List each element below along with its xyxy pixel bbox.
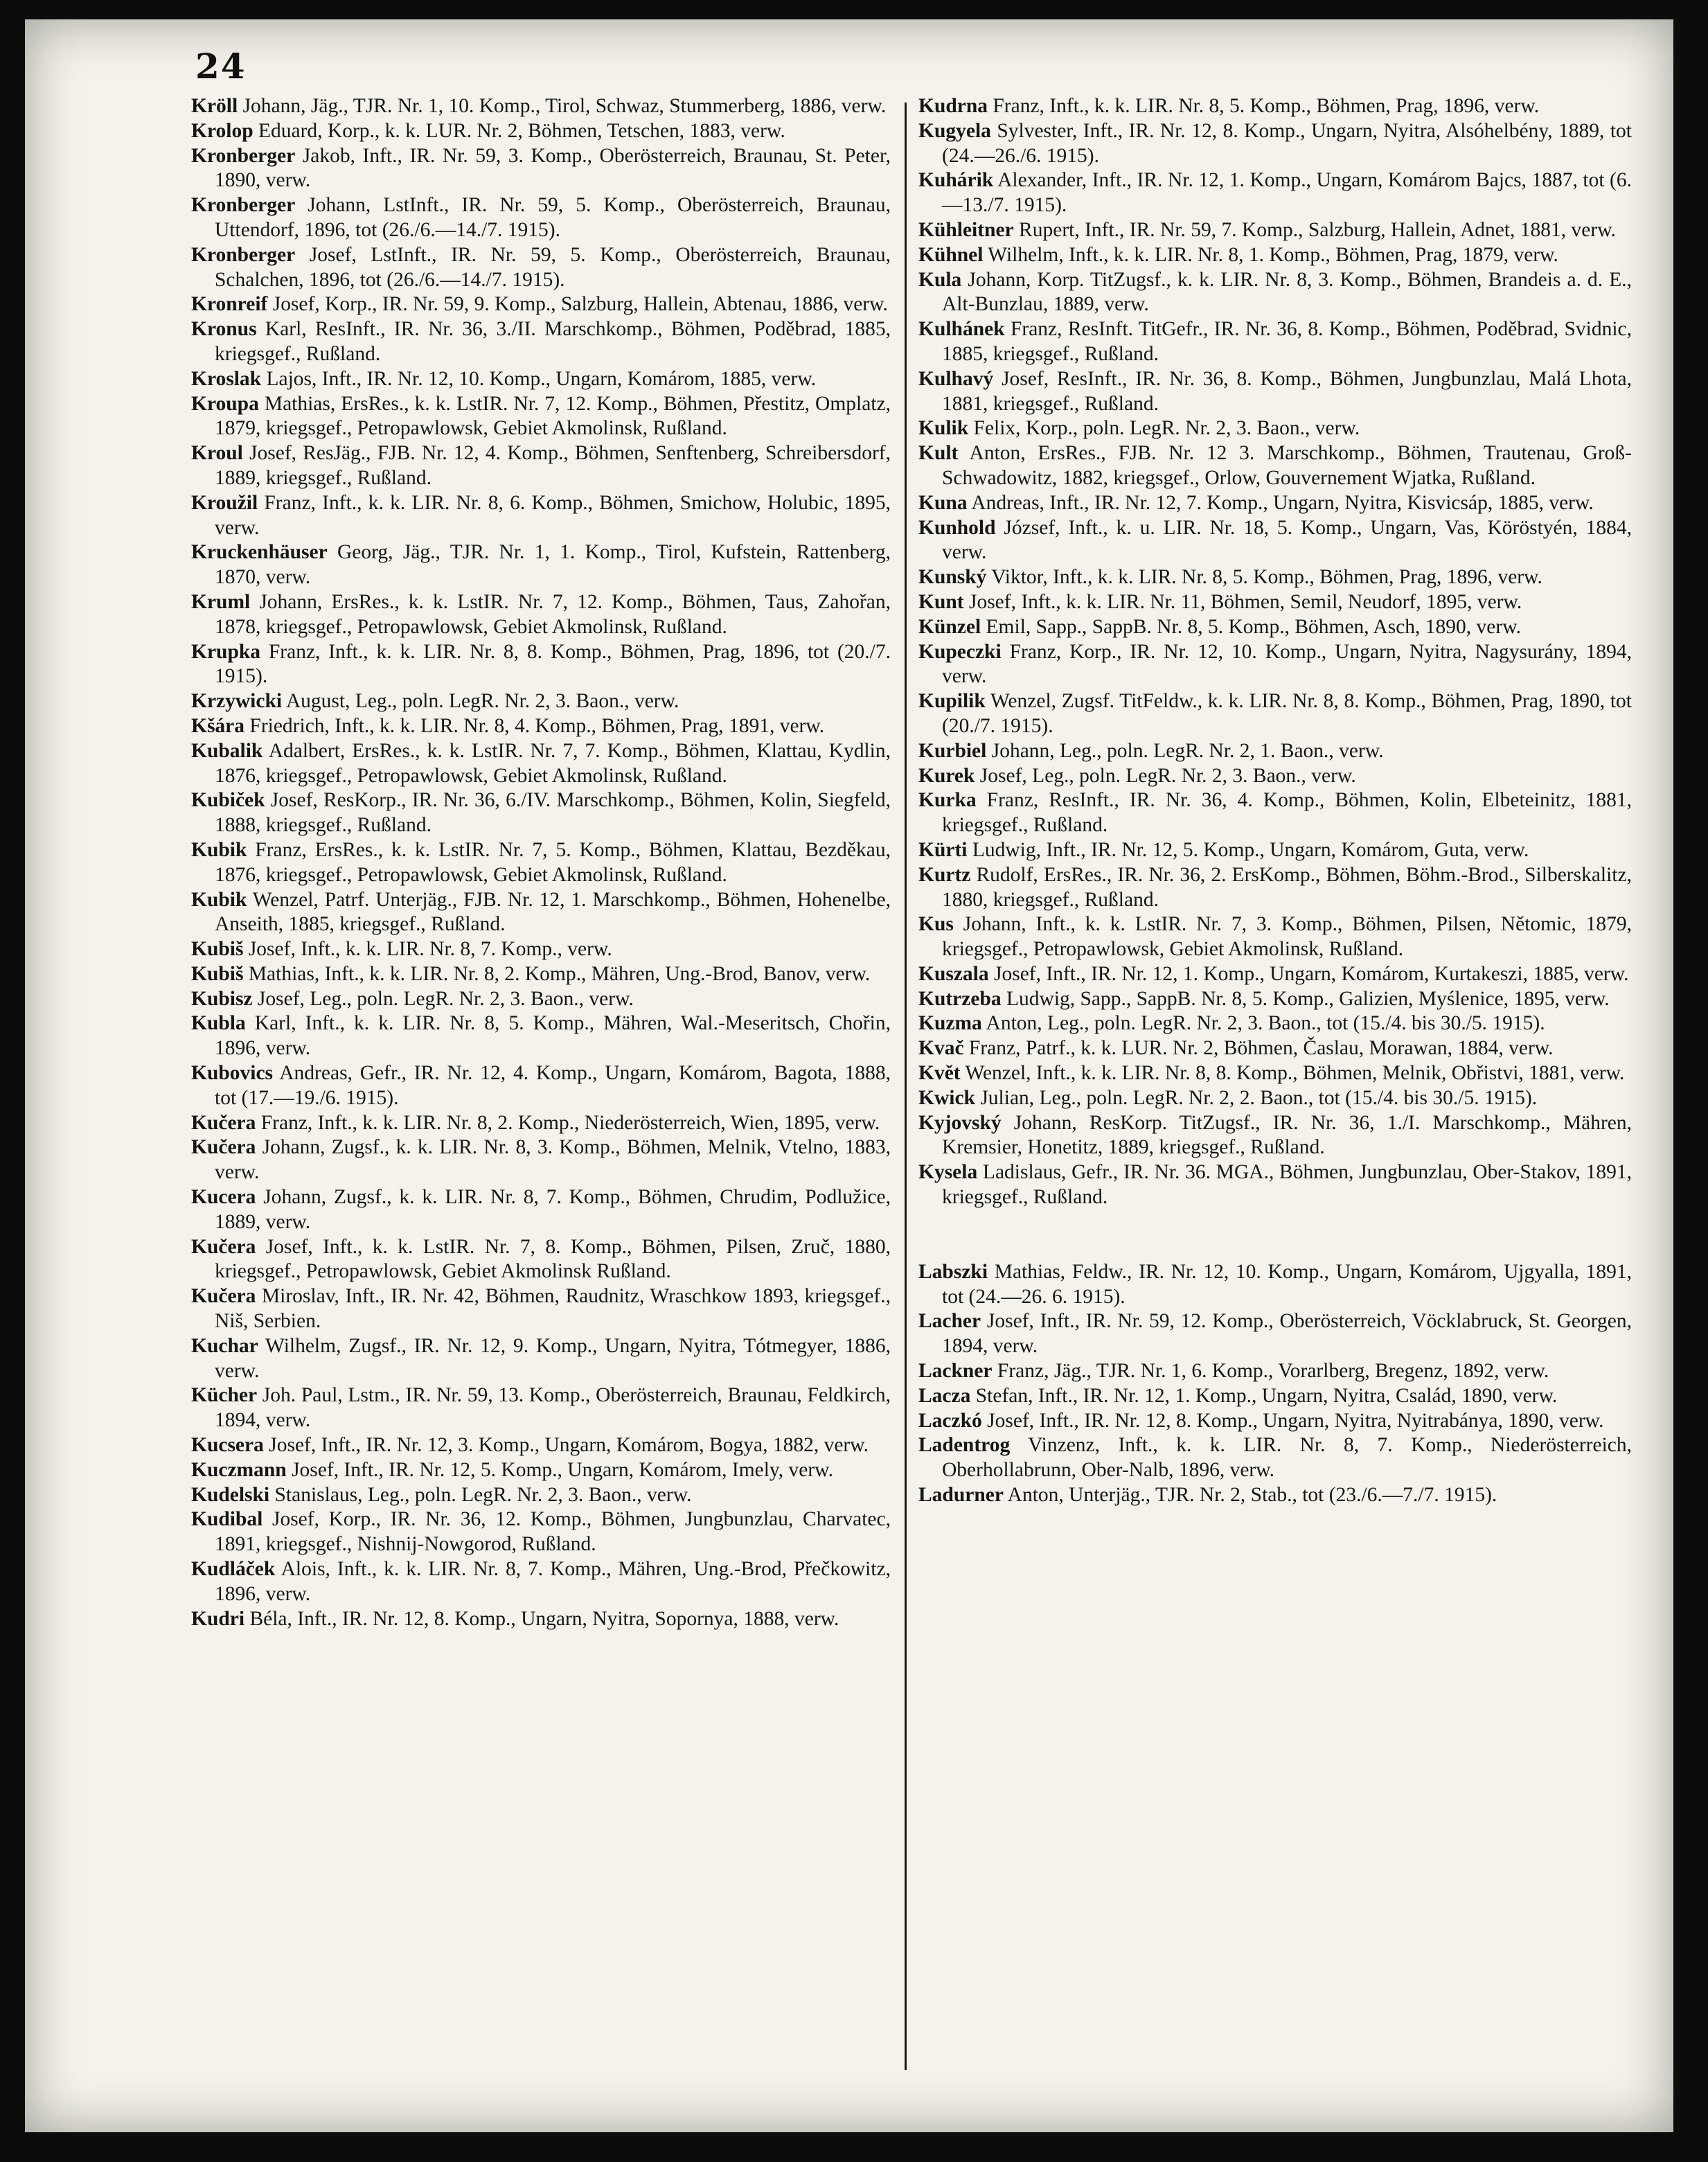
section-gap — [918, 1210, 1632, 1260]
entry-details: Johann, Leg., poln. LegR. Nr. 2, 1. Baon., verw. — [986, 739, 1384, 762]
entry — [191, 392, 891, 442]
entry-details: Mathias, ErsRes., k. k. LstIR. Nr. 7, 12. Komp., Böhmen, Přestitz, Omplatz, 1879, kriegsgef., Petropawlowsk, Gebiet Akmolinsk, Rußland. — [215, 392, 891, 440]
entry-surname: Kronberger — [191, 144, 296, 167]
entry-details: Josef, ResKorp., IR. Nr. 36, 6./IV. Marschkomp., Böhmen, Kolin, Siegfeld, 1888, kriegsgef., Rußland. — [215, 789, 891, 837]
entry-surname: Kučera — [191, 1235, 256, 1258]
entry-details: Johann, Inft., k. k. LstIR. Nr. 7, 3. Komp., Böhmen, Pilsen, Nětomic, 1879, kriegsgef., Petropawlowsk, Gebiet Akmolinsk, Rußland. — [942, 913, 1632, 961]
entry-details: Julian, Leg., poln. LegR. Nr. 2, 2. Baon., tot (15./4. bis 30./5. 1915). — [975, 1086, 1538, 1109]
entry-surname: Kudri — [191, 1607, 245, 1630]
entry — [191, 590, 891, 640]
entry — [918, 590, 1632, 615]
entry — [191, 193, 891, 243]
entry — [191, 119, 891, 144]
entry-surname: Kulhavý — [918, 367, 994, 390]
entry-details: Franz, Inft., k. k. LIR. Nr. 8, 6. Komp., Böhmen, Smichow, Holubic, 1895, verw. — [215, 491, 891, 539]
entry-surname: Kuszala — [918, 962, 989, 985]
entry — [191, 94, 891, 119]
entry-surname: Kwick — [918, 1086, 975, 1109]
entry — [918, 838, 1632, 863]
entry — [918, 987, 1632, 1012]
entry-details: Andreas, Inft., IR. Nr. 12, 7. Komp., Ungarn, Nyitra, Kisvicsáp, 1885, verw. — [967, 491, 1594, 514]
right-column — [918, 94, 1632, 1508]
entry — [918, 1309, 1632, 1359]
entry-surname: Kula — [918, 268, 962, 291]
entry-surname: Ladentrog — [918, 1434, 1011, 1457]
entry-surname: Kvač — [918, 1037, 964, 1060]
entry-surname: Kruckenhäuser — [191, 541, 328, 564]
entry-details: Josef, Inft., IR. Nr. 12, 3. Komp., Ungarn, Komárom, Bogya, 1882, verw. — [263, 1434, 869, 1457]
entry — [191, 292, 891, 317]
entry-details: Friedrich, Inft., k. k. LIR. Nr. 8, 4. Komp., Böhmen, Prag, 1891, verw. — [244, 714, 825, 737]
entry — [918, 1061, 1632, 1086]
entry-details: Eduard, Korp., k. k. LUR. Nr. 2, Böhmen, Tetschen, 1883, verw. — [253, 119, 785, 142]
entry-details: Johann, LstInft., IR. Nr. 59, 5. Komp., Oberösterreich, Braunau, Uttendorf, 1896, tot (26./6.—14./7. 1915). — [215, 194, 891, 241]
entry-details: Lajos, Inft., IR. Nr. 12, 10. Komp., Ungarn, Komárom, 1885, verw. — [261, 367, 817, 390]
entry-details: Rupert, Inft., IR. Nr. 59, 7. Komp., Salzburg, Hallein, Adnet, 1881, verw. — [1013, 218, 1616, 241]
entry-details: Franz, ResInft. TitGefr., IR. Nr. 36, 8. Komp., Böhmen, Poděbrad, Svidnic, 1885, kriegsgef., Rußland. — [942, 318, 1632, 365]
entry-details: Georg, Jäg., TJR. Nr. 1, 1. Komp., Tirol, Kufstein, Rattenberg, 1870, verw. — [215, 541, 891, 589]
entry — [918, 1433, 1632, 1483]
entry-surname: Kurka — [918, 789, 977, 812]
entry-surname: Kudrna — [918, 95, 988, 117]
entry-surname: Kupilik — [918, 690, 986, 713]
entry-details: Josef, ResInft., IR. Nr. 36, 8. Komp., Böhmen, Jungbunzlau, Malá Lhota, 1881, kriegsgef., Rußland. — [942, 367, 1632, 415]
entry-details: Alexander, Inft., IR. Nr. 12, 1. Komp., Ungarn, Komárom Bajcs, 1887, tot (6.—13./7. 1915). — [942, 169, 1632, 217]
entry-surname: Kubalik — [191, 739, 263, 762]
entry-surname: Kurbiel — [918, 739, 987, 762]
entry-surname: Krzywicki — [191, 690, 283, 713]
right-column-l-entries — [918, 1260, 1632, 1508]
entry — [191, 1607, 891, 1632]
entry — [191, 317, 891, 367]
entry-details: Franz, ErsRes., k. k. LstIR. Nr. 7, 5. Komp., Böhmen, Klattau, Bezděkau, 1876, kriegsgef., Petropawlowsk, Gebiet Akmolinsk, Rußland. — [215, 838, 891, 886]
entry — [918, 788, 1632, 838]
entry — [191, 367, 891, 392]
entry-details: Anton, Unterjäg., TJR. Nr. 2, Stab., tot (23./6.—7./7. 1915). — [1003, 1484, 1497, 1507]
entry-surname: Kugyela — [918, 119, 991, 142]
entry-details: Karl, ResInft., IR. Nr. 36, 3./II. Marschkomp., Böhmen, Poděbrad, 1885, kriegsgef., Rußland. — [215, 318, 891, 365]
entry — [918, 1086, 1632, 1111]
page-number: 24 — [195, 46, 247, 87]
entry-surname: Kupeczki — [918, 640, 1002, 663]
entry-surname: Kus — [918, 913, 954, 936]
entry-details: Franz, Inft., k. k. LIR. Nr. 8, 8. Komp., Böhmen, Prag, 1896, tot (20./7. 1915). — [215, 640, 891, 688]
entry — [191, 1135, 891, 1185]
entry-surname: Kulhánek — [918, 318, 1005, 341]
entry-details: Vinzenz, Inft., k. k. LIR. Nr. 8, 7. Komp., Niederösterreich, Oberhollabrunn, Ober-Nalb, 1896, verw. — [942, 1434, 1632, 1482]
entry-surname: Kudibal — [191, 1508, 263, 1531]
entry — [191, 788, 891, 838]
entry-surname: Kysela — [918, 1161, 978, 1184]
entry-surname: Kuczmann — [191, 1458, 287, 1481]
entry-details: Josef, Inft., IR. Nr. 12, 5. Komp., Ungarn, Komárom, Imely, verw. — [286, 1458, 833, 1481]
entry — [918, 640, 1632, 690]
entry — [918, 1111, 1632, 1161]
entry-details: Anton, ErsRes., FJB. Nr. 12 3. Marschkomp., Böhmen, Trautenau, Groß-Schwadowitz, 1882, kriegsgef., Orlow, Gouvernement Wjatka, Rußland. — [942, 442, 1632, 489]
entry-details: Franz, Patrf., k. k. LUR. Nr. 2, Böhmen, Časlau, Morawan, 1884, verw. — [963, 1037, 1554, 1060]
entry-details: Viktor, Inft., k. k. LIR. Nr. 8, 5. Komp., Böhmen, Prag, 1896, verw. — [986, 566, 1542, 589]
entry — [191, 739, 891, 789]
entry-surname: Kutrzeba — [918, 987, 1002, 1010]
entry-surname: Kubiš — [191, 962, 244, 985]
entry — [191, 1557, 891, 1607]
entry-surname: Kronreif — [191, 293, 268, 316]
entry-surname: Kürti — [918, 838, 968, 861]
entry-details: Béla, Inft., IR. Nr. 12, 8. Komp., Ungarn, Nyitra, Sopornya, 1888, verw. — [244, 1607, 839, 1630]
entry-surname: Kronus — [191, 318, 257, 341]
entry-surname: Kronberger — [191, 194, 296, 217]
entry-details: Ladislaus, Gefr., IR. Nr. 36. MGA., Böhmen, Jungbunzlau, Ober-Stakov, 1891, kriegsgef., Rußland. — [942, 1161, 1632, 1209]
entry — [918, 689, 1632, 739]
right-column-k-entries — [918, 94, 1632, 1210]
entry — [918, 739, 1632, 764]
entry — [191, 689, 891, 714]
entry-details: Josef, ResJäg., FJB. Nr. 12, 4. Komp., Böhmen, Senftenberg, Schreibersdorf, 1889, kriegsgef., Rußland. — [215, 442, 891, 489]
entry-surname: Kubiš — [191, 938, 244, 961]
entry — [191, 962, 891, 987]
entry-surname: Krolop — [191, 119, 253, 142]
entry — [191, 714, 891, 739]
entry — [191, 1185, 891, 1235]
entry — [918, 168, 1632, 218]
entry-surname: Kühleitner — [918, 218, 1014, 241]
entry — [918, 962, 1632, 987]
entry-details: Johann, ResKorp. TitZugsf., IR. Nr. 36, 1./I. Marschkomp., Mähren, Kremsier, Honetitz, 1889, kriegsgef., Rußland. — [942, 1111, 1632, 1159]
entry-surname: Kurtz — [918, 863, 971, 886]
entry-surname: Kult — [918, 442, 959, 465]
entry-details: Stanislaus, Leg., poln. LegR. Nr. 2, 3. Baon., verw. — [269, 1483, 692, 1506]
entry-surname: Lackner — [918, 1360, 993, 1383]
entry-surname: Kurek — [918, 764, 975, 787]
entry — [918, 491, 1632, 516]
entry — [191, 1383, 891, 1433]
entry — [918, 1036, 1632, 1061]
entry-details: Franz, ResInft., IR. Nr. 36, 4. Komp., Böhmen, Kolin, Elbeteinitz, 1881, kriegsgef., Rußland. — [942, 789, 1632, 837]
entry — [918, 1160, 1632, 1210]
entry-surname: Kubik — [191, 888, 247, 911]
entry-surname: Kröll — [191, 95, 238, 117]
entry-surname: Kučera — [191, 1111, 256, 1134]
entry-surname: Kuzma — [918, 1012, 982, 1035]
entry — [918, 1011, 1632, 1036]
entry-surname: Kubik — [191, 838, 247, 861]
entry — [918, 615, 1632, 640]
entry — [191, 987, 891, 1012]
entry — [918, 268, 1632, 318]
entry-surname: Květ — [918, 1062, 961, 1085]
entry-details: Josef, Inft., IR. Nr. 12, 8. Komp., Ungarn, Nyitra, Nyitrabánya, 1890, verw. — [981, 1409, 1604, 1432]
entry-surname: Kuna — [918, 491, 968, 514]
entry-surname: Kubiček — [191, 789, 265, 812]
entry-surname: Kšára — [191, 714, 245, 737]
entry-details: Ludwig, Inft., IR. Nr. 12, 5. Komp., Ungarn, Komárom, Guta, verw. — [967, 838, 1529, 861]
entry — [191, 640, 891, 690]
entry-details: Wenzel, Zugsf. TitFeldw., k. k. LIR. Nr. 8, 8. Komp., Böhmen, Prag, 1890, tot (20./7. 1915). — [942, 690, 1632, 737]
entry-surname: Kunhold — [918, 516, 996, 539]
entry-details: Mathias, Feldw., IR. Nr. 12, 10. Komp., Ungarn, Komárom, Ujgyalla, 1891, tot (24.—26. 6. 1915). — [942, 1260, 1632, 1308]
entry-surname: Labszki — [918, 1260, 988, 1283]
entry — [918, 1260, 1632, 1310]
entry-surname: Kucsera — [191, 1434, 264, 1457]
entry-details: Wilhelm, Zugsf., IR. Nr. 12, 9. Komp., Ungarn, Nyitra, Tótmegyer, 1886, verw. — [215, 1334, 891, 1382]
entry-surname: Kroupa — [191, 392, 259, 415]
entry-surname: Kulik — [918, 417, 969, 440]
entry — [191, 1111, 891, 1136]
entry-details: Anton, Leg., poln. LegR. Nr. 2, 3. Baon., tot (15./4. bis 30./5. 1915). — [981, 1012, 1545, 1035]
entry — [191, 888, 891, 938]
entry — [918, 317, 1632, 367]
entry — [191, 1011, 891, 1061]
entry-details: Jakob, Inft., IR. Nr. 59, 3. Komp., Oberösterreich, Braunau, St. Peter, 1890, verw. — [215, 144, 891, 192]
entry — [918, 764, 1632, 789]
column-divider — [905, 103, 907, 2070]
entry-details: Wenzel, Inft., k. k. LIR. Nr. 8, 8. Komp., Böhmen, Melnik, Obřistvi, 1881, verw. — [960, 1062, 1625, 1085]
entry — [918, 516, 1632, 566]
entry-details: Josef, Inft., k. k. LIR. Nr. 8, 7. Komp., verw. — [243, 938, 612, 961]
entry-surname: Lacza — [918, 1384, 971, 1407]
entry-details: Josef, Inft., IR. Nr. 59, 12. Komp., Oberösterreich, Vöcklabruck, St. Georgen, 1894, verw. — [942, 1310, 1632, 1358]
entry-surname: Kroslak — [191, 367, 262, 390]
entry — [918, 416, 1632, 441]
entry — [918, 565, 1632, 590]
entry — [191, 243, 891, 293]
entry-details: Josef, LstInft., IR. Nr. 59, 5. Komp., Oberösterreich, Braunau, Schalchen, 1896, tot (26./6.—14./7. 1915). — [215, 243, 891, 291]
entry-surname: Kunský — [918, 566, 987, 589]
entry-surname: Kyjovský — [918, 1111, 1002, 1134]
entry-details: Franz, Korp., IR. Nr. 12, 10. Komp., Ungarn, Nyitra, Nagysurány, 1894, verw. — [942, 640, 1632, 688]
entry-details: Josef, Leg., poln. LegR. Nr. 2, 3. Baon., verw. — [252, 987, 634, 1010]
entry-details: Josef, Inft., IR. Nr. 12, 1. Komp., Ungarn, Komárom, Kurtakeszi, 1885, verw. — [988, 962, 1629, 985]
entry-details: Miroslav, Inft., IR. Nr. 42, Böhmen, Raudnitz, Wraschkow 1893, kriegsgef., Niš, Serbien. — [215, 1285, 891, 1333]
entry-details: Wilhelm, Inft., k. k. LIR. Nr. 8, 1. Komp., Böhmen, Prag, 1879, verw. — [983, 243, 1558, 266]
entry-details: Franz, Inft., k. k. LIR. Nr. 8, 5. Komp., Böhmen, Prag, 1896, verw. — [988, 95, 1540, 117]
entry — [191, 1334, 891, 1384]
entry-details: Stefan, Inft., IR. Nr. 12, 1. Komp., Ungarn, Nyitra, Család, 1890, verw. — [970, 1384, 1558, 1407]
entry-surname: Kroul — [191, 442, 243, 465]
entry — [191, 1507, 891, 1557]
entry — [191, 1433, 891, 1458]
entry-details: Alois, Inft., k. k. LIR. Nr. 8, 7. Komp., Mähren, Ung.-Brod, Přečkowitz, 1896, verw. — [215, 1558, 891, 1605]
entry — [191, 838, 891, 888]
entry — [191, 441, 891, 491]
entry-details: Ludwig, Sapp., SappB. Nr. 8, 5. Komp., Galizien, Myślenice, 1895, verw. — [1001, 987, 1610, 1010]
entry-surname: Kunt — [918, 590, 964, 613]
entry — [918, 94, 1632, 119]
entry — [191, 1061, 891, 1111]
entry-details: Andreas, Gefr., IR. Nr. 12, 4. Komp., Ungarn, Komárom, Bagota, 1888, tot (17.—19./6. 1915). — [215, 1062, 891, 1109]
entry-details: Johann, Zugsf., k. k. LIR. Nr. 8, 3. Komp., Böhmen, Melnik, Vtelno, 1883, verw. — [215, 1136, 891, 1184]
entry-surname: Kucera — [191, 1186, 256, 1209]
entry — [191, 1284, 891, 1334]
entry-surname: Kruml — [191, 590, 251, 613]
entry-surname: Künzel — [918, 615, 981, 638]
entry — [918, 1409, 1632, 1434]
entry-details: Wenzel, Patrf. Unterjäg., FJB. Nr. 12, 1. Marschkomp., Böhmen, Hohenelbe, Anseith, 1885, kriegsgef., Rußland. — [215, 888, 891, 936]
entry — [918, 218, 1632, 243]
entry-surname: Kubla — [191, 1012, 246, 1035]
entry-surname: Kücher — [191, 1384, 258, 1407]
entry — [918, 367, 1632, 417]
entry — [918, 119, 1632, 169]
entry — [918, 1384, 1632, 1409]
entry-details: Adalbert, ErsRes., k. k. LstIR. Nr. 7, 7. Komp., Böhmen, Klattau, Kydlin, 1876, kriegsgef., Petropawlowsk, Gebiet Akmolinsk, Rußland. — [215, 739, 891, 787]
entry — [191, 937, 891, 962]
entry-details: Johann, ErsRes., k. k. LstIR. Nr. 7, 12. Komp., Böhmen, Taus, Zahořan, 1878, kriegsgef., Petropawlowsk, Gebiet Akmolinsk, Rußland. — [215, 590, 891, 638]
entry-surname: Lacher — [918, 1310, 981, 1333]
entry-details: Franz, Jäg., TJR. Nr. 1, 6. Komp., Vorarlberg, Bregenz, 1892, verw. — [992, 1360, 1549, 1383]
entry-surname: Kroužil — [191, 491, 258, 514]
entry-surname: Krupka — [191, 640, 261, 663]
entry-surname: Laczkó — [918, 1409, 982, 1432]
entry-details: Josef, Inft., k. k. LIR. Nr. 11, Böhmen, Semil, Neudorf, 1895, verw. — [963, 590, 1522, 613]
entry-details: Johann, Zugsf., k. k. LIR. Nr. 8, 7. Komp., Böhmen, Chrudim, Podlužice, 1889, verw. — [215, 1186, 891, 1233]
entry-surname: Kronberger — [191, 243, 296, 266]
entry-details: Sylvester, Inft., IR. Nr. 12, 8. Komp., Ungarn, Nyitra, Alsóhelbény, 1889, tot (24.—26./6. 1915). — [942, 119, 1632, 167]
entry-surname: Kučera — [191, 1285, 256, 1308]
entry-details: Johann, Jäg., TJR. Nr. 1, 10. Komp., Tirol, Schwaz, Stummerberg, 1886, verw. — [238, 95, 887, 117]
entry — [918, 1359, 1632, 1384]
entry — [191, 540, 891, 590]
entry-surname: Kühnel — [918, 243, 984, 266]
entry — [191, 144, 891, 194]
entry-surname: Kubovics — [191, 1062, 274, 1085]
entry — [191, 1483, 891, 1508]
entry-details: August, Leg., poln. LegR. Nr. 2, 3. Baon., verw. — [282, 690, 679, 713]
entry — [918, 441, 1632, 491]
entry-details: Felix, Korp., poln. LegR. Nr. 2, 3. Baon., verw. — [968, 417, 1360, 440]
entry-surname: Kuhárik — [918, 169, 994, 192]
entry-surname: Kuchar — [191, 1334, 258, 1357]
entry-details: Emil, Sapp., SappB. Nr. 8, 5. Komp., Böhmen, Asch, 1890, verw. — [981, 615, 1521, 638]
entry-details: Josef, Leg., poln. LegR. Nr. 2, 3. Baon., verw. — [975, 764, 1356, 787]
entry — [191, 1235, 891, 1285]
entry — [918, 1483, 1632, 1508]
entry-details: Joh. Paul, Lstm., IR. Nr. 59, 13. Komp., Oberösterreich, Braunau, Feldkirch, 1894, verw. — [215, 1384, 891, 1432]
entry-details: Mathias, Inft., k. k. LIR. Nr. 8, 2. Komp., Mähren, Ung.-Brod, Banov, verw. — [243, 962, 871, 985]
entry-surname: Kubisz — [191, 987, 253, 1010]
entry-details: Rudolf, ErsRes., IR. Nr. 36, 2. ErsKomp., Böhmen, Böhm.-Brod., Silberskalitz, 1880, kriegsgef., Rußland. — [942, 863, 1632, 911]
entry — [918, 912, 1632, 962]
entry-details: Karl, Inft., k. k. LIR. Nr. 8, 5. Komp., Mähren, Wal.-Meseritsch, Chořin, 1896, verw. — [215, 1012, 891, 1060]
document-page — [25, 19, 1673, 2132]
entry — [918, 863, 1632, 913]
entry-surname: Kudelski — [191, 1483, 270, 1506]
entry-details: Franz, Inft., k. k. LIR. Nr. 8, 2. Komp., Niederösterreich, Wien, 1895, verw. — [256, 1111, 880, 1134]
entry-details: Josef, Inft., k. k. LstIR. Nr. 7, 8. Komp., Böhmen, Pilsen, Zruč, 1880, kriegsgef., Petropawlowsk, Gebiet Akmolinsk Rußland. — [215, 1235, 891, 1283]
left-column — [191, 94, 891, 1631]
entry-details: József, Inft., k. u. LIR. Nr. 18, 5. Komp., Ungarn, Vas, Köröstyén, 1884, verw. — [942, 516, 1632, 564]
entry — [191, 491, 891, 541]
entry-details: Josef, Korp., IR. Nr. 59, 9. Komp., Salzburg, Hallein, Abtenau, 1886, verw. — [267, 293, 888, 316]
entry — [191, 1458, 891, 1483]
entry-surname: Ladurner — [918, 1484, 1004, 1507]
entry-surname: Kudláček — [191, 1558, 276, 1581]
entry-surname: Kučera — [191, 1136, 256, 1159]
entry-details: Josef, Korp., IR. Nr. 36, 12. Komp., Böhmen, Jungbunzlau, Charvatec, 1891, kriegsgef., Nishnij-Nowgorod, Rußland. — [215, 1508, 891, 1556]
entry-details: Johann, Korp. TitZugsf., k. k. LIR. Nr. 8, 3. Komp., Böhmen, Brandeis a. d. E., Alt-Bunzlau, 1889, verw. — [942, 268, 1632, 316]
entry — [918, 243, 1632, 268]
